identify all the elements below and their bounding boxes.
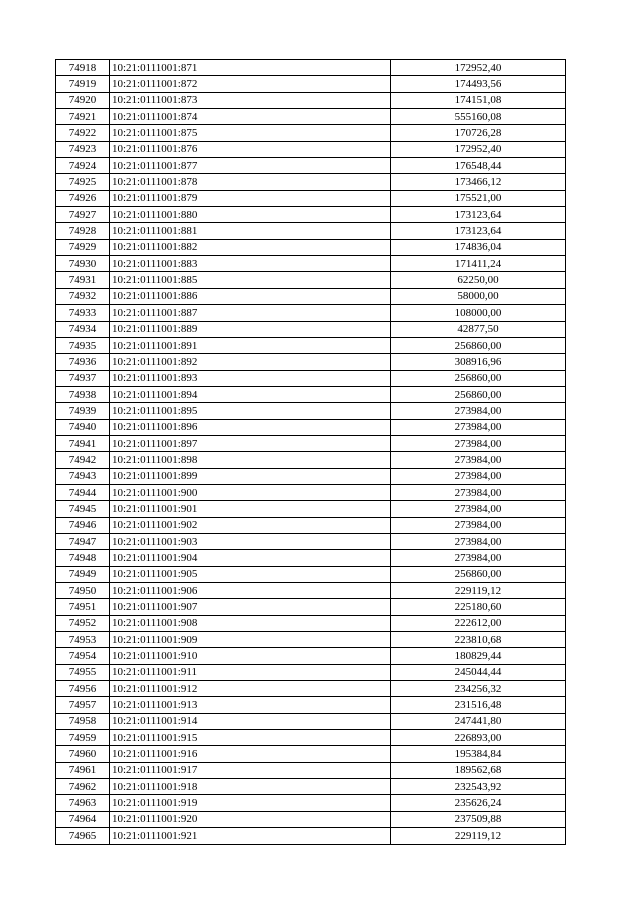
row-number-cell: 74951 [56,599,110,615]
cadastral-value-cell: 273984,00 [391,501,566,517]
table-row [56,125,566,141]
row-number-cell: 74946 [56,517,110,533]
cadastral-number-cell: 10:21:0111001:902 [110,517,391,533]
table-row [56,468,566,484]
table-row [56,92,566,108]
cadastral-value-cell: 247441,80 [391,713,566,729]
table-row [56,795,566,811]
cadastral-value-cell: 175521,00 [391,190,566,206]
cadastral-number-cell: 10:21:0111001:903 [110,533,391,549]
row-number-cell: 74954 [56,648,110,664]
table-row [56,811,566,827]
cadastral-value-cell: 58000,00 [391,288,566,304]
cadastral-number-cell: 10:21:0111001:910 [110,648,391,664]
cadastral-number-cell: 10:21:0111001:900 [110,484,391,500]
table-row [56,697,566,713]
table-row [56,239,566,255]
cadastral-number-cell: 10:21:0111001:873 [110,92,391,108]
row-number-cell: 74957 [56,697,110,713]
cadastral-value-cell: 195384,84 [391,746,566,762]
table-row [56,207,566,223]
row-number-cell: 74923 [56,141,110,157]
row-number-cell: 74936 [56,354,110,370]
cadastral-number-cell: 10:21:0111001:918 [110,779,391,795]
cadastral-value-cell: 229119,12 [391,583,566,599]
row-number-cell: 74921 [56,109,110,125]
cadastral-value-cell: 189562,68 [391,762,566,778]
cadastral-number-cell: 10:21:0111001:883 [110,256,391,272]
row-number-cell: 74928 [56,223,110,239]
table-row [56,713,566,729]
table-row [56,403,566,419]
cadastral-number-cell: 10:21:0111001:901 [110,501,391,517]
cadastral-number-cell: 10:21:0111001:913 [110,697,391,713]
row-number-cell: 74949 [56,566,110,582]
cadastral-number-cell: 10:21:0111001:887 [110,305,391,321]
cadastral-number-cell: 10:21:0111001:912 [110,681,391,697]
cadastral-number-cell: 10:21:0111001:909 [110,632,391,648]
cadastral-value-cell: 237509,88 [391,811,566,827]
cadastral-value-cell: 174151,08 [391,92,566,108]
row-number-cell: 74950 [56,583,110,599]
row-number-cell: 74955 [56,664,110,680]
row-number-cell: 74935 [56,337,110,353]
cadastral-value-cell: 555160,08 [391,109,566,125]
table-row [56,435,566,451]
cadastral-number-cell: 10:21:0111001:880 [110,207,391,223]
row-number-cell: 74958 [56,713,110,729]
cadastral-number-cell: 10:21:0111001:917 [110,762,391,778]
cadastral-number-cell: 10:21:0111001:914 [110,713,391,729]
cadastral-number-cell: 10:21:0111001:893 [110,370,391,386]
cadastral-number-cell: 10:21:0111001:920 [110,811,391,827]
table-row [56,272,566,288]
row-number-cell: 74930 [56,256,110,272]
row-number-cell: 74963 [56,795,110,811]
cadastral-number-cell: 10:21:0111001:904 [110,550,391,566]
row-number-cell: 74941 [56,435,110,451]
cadastral-number-cell: 10:21:0111001:885 [110,272,391,288]
cadastral-value-cell: 172952,40 [391,141,566,157]
cadastral-value-cell: 225180,60 [391,599,566,615]
table-row [56,533,566,549]
table-row [56,746,566,762]
table-row [56,141,566,157]
cadastral-value-cell: 232543,92 [391,779,566,795]
row-number-cell: 74931 [56,272,110,288]
row-number-cell: 74927 [56,207,110,223]
cadastral-number-cell: 10:21:0111001:897 [110,435,391,451]
cadastral-value-cell: 173123,64 [391,207,566,223]
cadastral-value-cell: 171411,24 [391,256,566,272]
cadastral-value-cell: 62250,00 [391,272,566,288]
row-number-cell: 74943 [56,468,110,484]
cadastral-value-cell: 273984,00 [391,550,566,566]
cadastral-number-cell: 10:21:0111001:911 [110,664,391,680]
table-row [56,664,566,680]
cadastral-number-cell: 10:21:0111001:908 [110,615,391,631]
table-row [56,386,566,402]
row-number-cell: 74933 [56,305,110,321]
cadastral-number-cell: 10:21:0111001:905 [110,566,391,582]
table-row [56,256,566,272]
table-row [56,648,566,664]
cadastral-number-cell: 10:21:0111001:871 [110,60,391,76]
cadastral-value-cell: 273984,00 [391,452,566,468]
cadastral-value-cell: 226893,00 [391,730,566,746]
cadastral-number-cell: 10:21:0111001:879 [110,190,391,206]
cadastral-value-cell: 256860,00 [391,370,566,386]
row-number-cell: 74920 [56,92,110,108]
table-row [56,615,566,631]
cadastral-number-cell: 10:21:0111001:921 [110,828,391,844]
row-number-cell: 74932 [56,288,110,304]
cadastral-number-cell: 10:21:0111001:892 [110,354,391,370]
table-row [56,730,566,746]
cadastral-number-cell: 10:21:0111001:889 [110,321,391,337]
table-row [56,484,566,500]
cadastral-number-cell: 10:21:0111001:872 [110,76,391,92]
cadastral-value-cell: 273984,00 [391,435,566,451]
table-row [56,354,566,370]
row-number-cell: 74948 [56,550,110,566]
table-body [56,60,566,845]
table-row [56,583,566,599]
row-number-cell: 74960 [56,746,110,762]
table-row [56,370,566,386]
cadastral-value-cell: 273984,00 [391,419,566,435]
cadastral-value-cell: 273984,00 [391,484,566,500]
cadastral-value-cell: 42877,50 [391,321,566,337]
cadastral-number-cell: 10:21:0111001:906 [110,583,391,599]
row-number-cell: 74965 [56,828,110,844]
table-row [56,550,566,566]
table-row [56,305,566,321]
cadastral-number-cell: 10:21:0111001:916 [110,746,391,762]
row-number-cell: 74956 [56,681,110,697]
cadastral-number-cell: 10:21:0111001:891 [110,337,391,353]
table-row [56,452,566,468]
cadastral-number-cell: 10:21:0111001:895 [110,403,391,419]
row-number-cell: 74934 [56,321,110,337]
table-row [56,337,566,353]
row-number-cell: 74952 [56,615,110,631]
cadastral-value-cell: 222612,00 [391,615,566,631]
table-row [56,223,566,239]
cadastral-value-cell: 231516,48 [391,697,566,713]
table-row [56,60,566,76]
row-number-cell: 74937 [56,370,110,386]
table-row [56,599,566,615]
cadastral-value-cell: 174836,04 [391,239,566,255]
cadastral-value-cell: 234256,32 [391,681,566,697]
cadastral-number-cell: 10:21:0111001:896 [110,419,391,435]
cadastral-number-cell: 10:21:0111001:877 [110,158,391,174]
cadastral-number-cell: 10:21:0111001:882 [110,239,391,255]
cadastral-number-cell: 10:21:0111001:876 [110,141,391,157]
table-row [56,779,566,795]
cadastral-value-cell: 223810,68 [391,632,566,648]
cadastral-value-cell: 170726,28 [391,125,566,141]
row-number-cell: 74962 [56,779,110,795]
table-row [56,566,566,582]
cadastral-number-cell: 10:21:0111001:899 [110,468,391,484]
table-row [56,174,566,190]
table-row [56,109,566,125]
row-number-cell: 74953 [56,632,110,648]
row-number-cell: 74929 [56,239,110,255]
row-number-cell: 74925 [56,174,110,190]
table-row [56,632,566,648]
cadastral-value-cell: 273984,00 [391,533,566,549]
row-number-cell: 74938 [56,386,110,402]
cadastral-number-cell: 10:21:0111001:919 [110,795,391,811]
row-number-cell: 74926 [56,190,110,206]
row-number-cell: 74942 [56,452,110,468]
row-number-cell: 74961 [56,762,110,778]
cadastral-value-cell: 229119,12 [391,828,566,844]
cadastral-value-cell: 256860,00 [391,337,566,353]
cadastral-number-cell: 10:21:0111001:886 [110,288,391,304]
table-row [56,501,566,517]
table-row [56,158,566,174]
cadastral-value-cell: 245044,44 [391,664,566,680]
row-number-cell: 74947 [56,533,110,549]
table-row [56,76,566,92]
cadastral-value-table [55,59,566,845]
row-number-cell: 74945 [56,501,110,517]
row-number-cell: 74919 [56,76,110,92]
cadastral-value-cell: 108000,00 [391,305,566,321]
cadastral-value-cell: 256860,00 [391,386,566,402]
table-row [56,762,566,778]
cadastral-value-cell: 235626,24 [391,795,566,811]
cadastral-number-cell: 10:21:0111001:881 [110,223,391,239]
table-row [56,321,566,337]
cadastral-value-cell: 180829,44 [391,648,566,664]
cadastral-number-cell: 10:21:0111001:875 [110,125,391,141]
table-row [56,517,566,533]
cadastral-value-cell: 172952,40 [391,60,566,76]
cadastral-number-cell: 10:21:0111001:878 [110,174,391,190]
cadastral-number-cell: 10:21:0111001:874 [110,109,391,125]
row-number-cell: 74964 [56,811,110,827]
cadastral-value-cell: 273984,00 [391,468,566,484]
row-number-cell: 74918 [56,60,110,76]
row-number-cell: 74924 [56,158,110,174]
cadastral-value-cell: 273984,00 [391,403,566,419]
table-row [56,419,566,435]
cadastral-value-cell: 256860,00 [391,566,566,582]
row-number-cell: 74939 [56,403,110,419]
row-number-cell: 74922 [56,125,110,141]
cadastral-number-cell: 10:21:0111001:894 [110,386,391,402]
cadastral-value-cell: 173123,64 [391,223,566,239]
row-number-cell: 74959 [56,730,110,746]
cadastral-value-cell: 176548,44 [391,158,566,174]
row-number-cell: 74940 [56,419,110,435]
table-row [56,828,566,844]
cadastral-value-cell: 173466,12 [391,174,566,190]
cadastral-value-cell: 308916,96 [391,354,566,370]
row-number-cell: 74944 [56,484,110,500]
cadastral-number-cell: 10:21:0111001:915 [110,730,391,746]
cadastral-value-cell: 273984,00 [391,517,566,533]
table-row [56,190,566,206]
cadastral-value-cell: 174493,56 [391,76,566,92]
table-row [56,288,566,304]
cadastral-number-cell: 10:21:0111001:898 [110,452,391,468]
table-row [56,681,566,697]
cadastral-number-cell: 10:21:0111001:907 [110,599,391,615]
